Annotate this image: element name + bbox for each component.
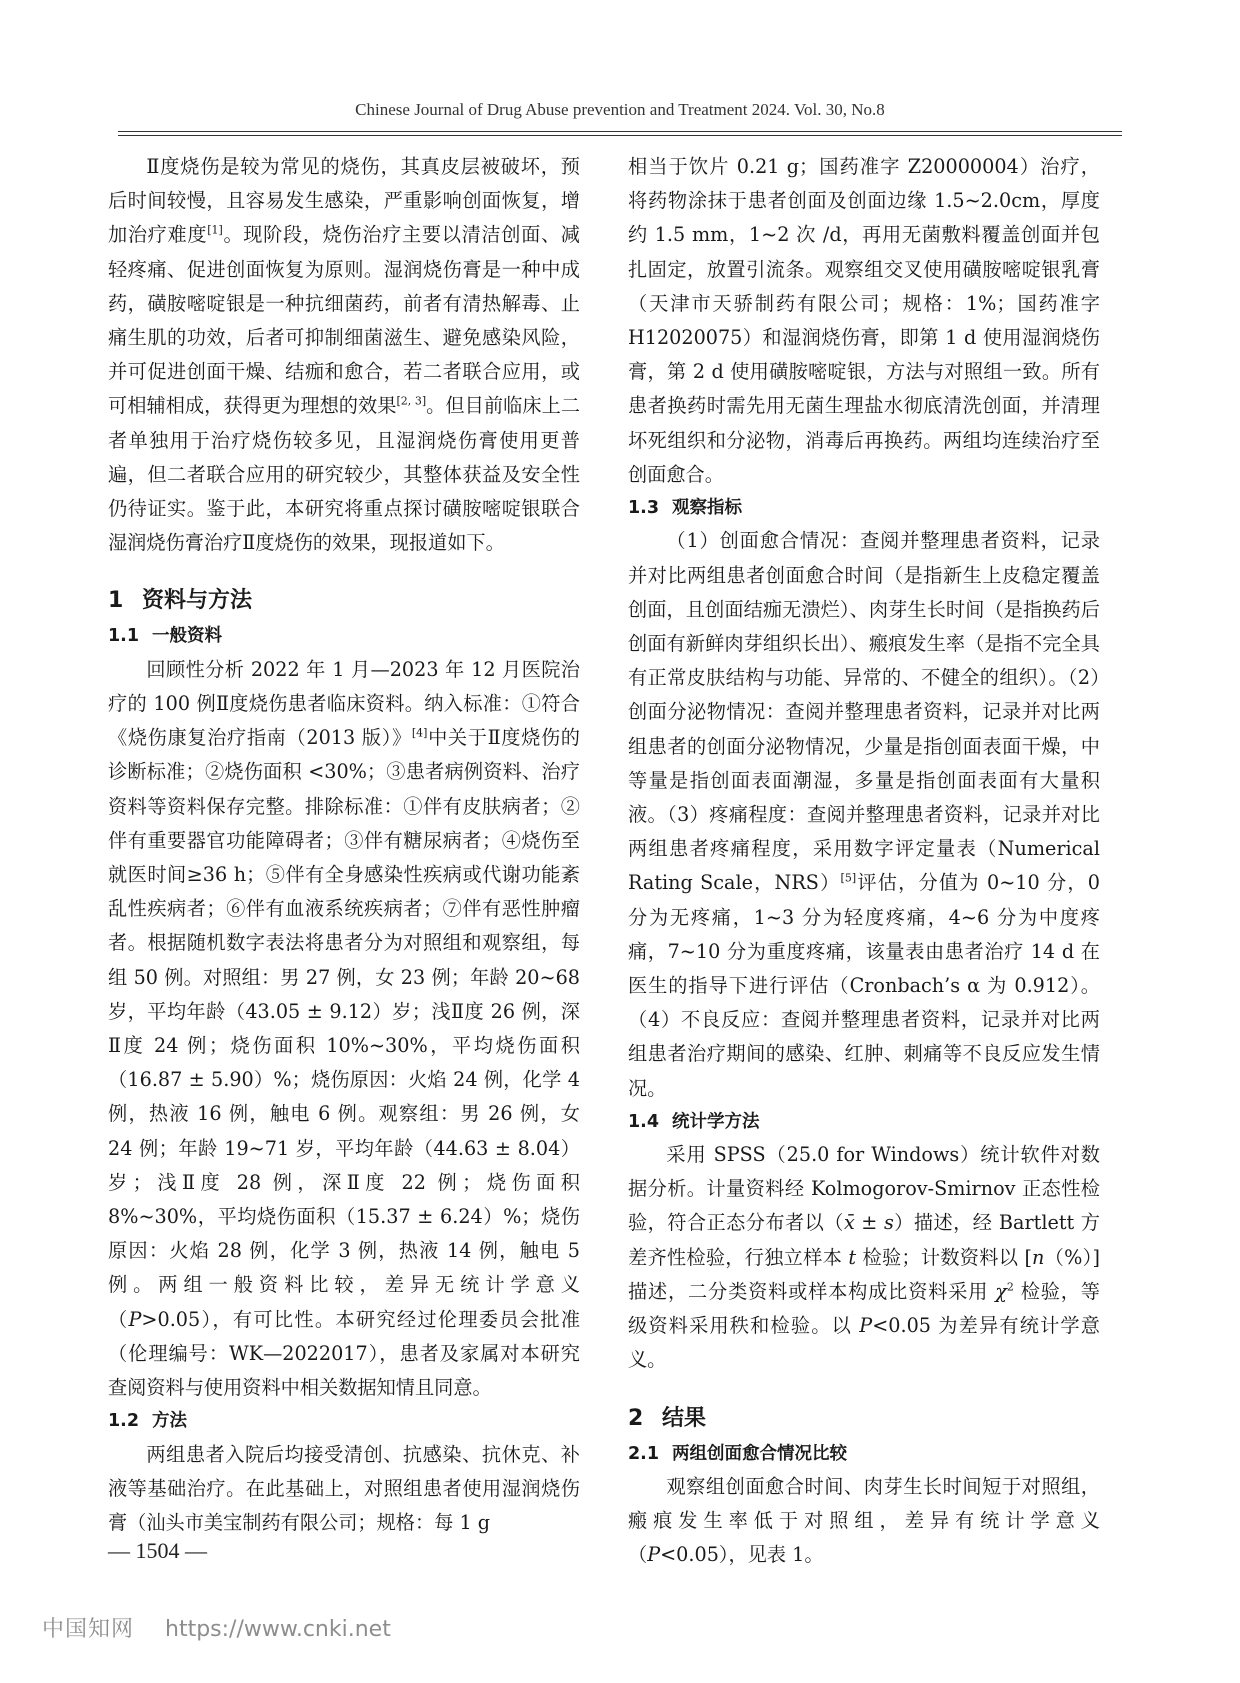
p-symbol: P — [647, 1543, 661, 1567]
section-title: 结果 — [662, 1405, 707, 1431]
citation-ref: [2, 3] — [396, 395, 427, 409]
t-symbol: t — [848, 1245, 857, 1269]
intro-paragraph — [108, 150, 580, 560]
p-symbol: P — [859, 1314, 873, 1338]
section-number: 2 — [628, 1405, 644, 1431]
subsection-number: 2.1 — [628, 1443, 660, 1464]
section-title: 资料与方法 — [142, 588, 253, 614]
body-text: （1）创面愈合情况：查阅并整理患者资料，记录并对比两组患者创面愈合时间（是指新生上皮稳定覆盖创面，且创面结痂无溃烂）、肉芽生长时间（是指换药后创面有新鲜肉芽组织长出）、瘢痕发生率（是指不完全具有正常皮肤结构与功能、异常的、不健全的组织）。（2）创面分泌物情况：查阅并整理患者资料，记录并对比两组患者的创面分泌物情况，少量是指创面表面干燥，中等量是指创面表面潮湿，多量是指创面表面有大量积液。（3）疼痛程度：查阅并整理患者资料，记录并对比两组患者疼痛程度，采用数字评定量表（Numerical Rating Scale，NRS） — [628, 529, 1100, 895]
plus-minus: ± — [854, 1211, 884, 1235]
body-text: 相当于饮片 0.21 g；国药准字 Z20000004）治疗，将药物涂抹于患者创面及创面边缘 1.5~2.0cm，厚度约 1.5 mm，1~2 次 /d，再用无菌敷料覆盖创面并包扎固定，放置引流条。观察组交叉使用磺胺嘧啶银乳膏（天津市天骄制药有限公司；规格：1%；国药准字 H12020075）和湿润烧伤膏，即第 1 d 使用湿润烧伤膏，第 2 d 使用磺胺嘧啶银，方法与对照组一致。所有患者换药时需先用无菌生理盐水彻底清洗创面，并清理坏死组织和分泌物，消毒后再换药。两组均连续治疗至创面愈合。 — [628, 155, 1100, 486]
intro-text-3: 。但目前临床上二者单独用于治疗烧伤较多见，且湿润烧伤膏使用更普遍，但二者联合应用的研究较少，其整体获益及安全性仍待证实。鉴于此，本研究将重点探讨磺胺嘧啶银联合湿润烧伤膏治疗Ⅱ度烧伤的效果，现报道如下。 — [108, 394, 581, 555]
citation-ref: [1] — [207, 224, 223, 238]
citation-ref: [4] — [411, 726, 428, 740]
chi-superscript: 2 — [1006, 1280, 1014, 1294]
intro-text-2: 。现阶段，烧伤治疗主要以清洁创面、减轻疼痛、促进创面恢复为原则。湿润烧伤膏是一种中成药，磺胺嘧啶银是一种抗细菌药，前者有清热解毒、止痛生肌的功效，后者可抑制细菌滋生、避免感染风险，并可促进创面干燥、结痂和愈合，若二者联合应用，或可相辅相成，获得更为理想的效果 — [108, 223, 580, 418]
left-column — [108, 150, 580, 1540]
body-text: 观察组创面愈合时间、肉芽生长时间短于对照组，瘢痕发生率低于对照组，差异有统计学意义（ — [628, 1474, 1100, 1567]
subsection-number: 1.4 — [628, 1111, 660, 1132]
subsection-title: 统计学方法 — [672, 1111, 760, 1132]
subsection-heading — [628, 1106, 1100, 1138]
method-paragraph-continued — [628, 150, 1100, 492]
header-rule-thick — [118, 131, 1122, 132]
body-text: 中关于Ⅱ度烧伤的诊断标准；②烧伤面积 <30%；③患者病例资料、治疗资料等资料保存完整。排除标准：①伴有皮肤病者；②伴有重要器官功能障碍者；③伴有糖尿病者；④烧伤至就医时间≥36 h；⑤伴有全身感染性疾病或代谢功能紊乱性疾病者；⑥伴有血液系统疾病者；⑦伴有恶性肿瘤者。根据随机数字表法将患者分为对照组和观察组，每组 50 例。对照组：男 27 例，女 23 例；年龄 20~68 岁，平均年龄（43.05 ± 9.12）岁；浅Ⅱ度 26 例，深Ⅱ度 24 例；烧伤面积 10%~30%，平均烧伤面积（16.87 ± 5.90）%；烧伤原因：火焰 24 例，化学 4 例，热液 16 例，触电 6 例。观察组：男 26 例，女 24 例；年龄 19~71 岁，平均年龄（44.63 ± 8.04）岁；浅Ⅱ度 28 例，深Ⅱ度 22 例；烧伤面积 8%~30%，平均烧伤面积（15.37 ± 6.24）%；烧伤原因：火焰 28 例，化学 3 例，热液 14 例，触电 5 例。两组一般资料比较，差异无统计学意义（ — [108, 726, 580, 1331]
method-paragraph — [108, 1438, 580, 1541]
subsection-title: 两组创面愈合情况比较 — [672, 1443, 847, 1464]
subsection-heading — [108, 620, 580, 652]
section-number: 1 — [108, 588, 124, 614]
body-text: 评估，分值为 0~10 分，0 分为无疼痛，1~3 分为轻度疼痛，4~6 分为中度疼痛，7~10 分为重度疼痛，该量表由患者治疗 14 d 在医生的指导下进行评估（Cronbach’s α 为 0.912）。（4）不良反应：查阅并整理患者资料，记录并对比两组患者治疗期间的感染、红肿、刺痛等不良反应发生情况。 — [628, 871, 1100, 1100]
mean-symbol: x̄ — [843, 1211, 855, 1235]
body-text: <0.05），见表 1。 — [660, 1543, 824, 1567]
section-heading — [628, 1401, 1100, 1437]
body-text: 回顾性分析 2022 年 1 月—2023 年 12 月医院治疗的 100 例Ⅱ度烧伤患者临床资料。纳入标准：①符合《烧伤康复治疗指南（2013 版）》 — [108, 657, 580, 750]
chi-symbol: χ — [995, 1279, 1007, 1303]
subsection-title: 方法 — [152, 1411, 187, 1432]
subsection-heading — [108, 1405, 580, 1437]
body-text: <0.05 为差异有统计学意义。 — [628, 1314, 1100, 1372]
journal-header: Chinese Journal of Drug Abuse prevention and Treatment 2024. Vol. 30, No.8 — [355, 100, 885, 119]
header-rule-thin — [118, 135, 1122, 136]
result-paragraph — [628, 1470, 1100, 1573]
intro-text-1: Ⅱ度烧伤是较为常见的烧伤，其真皮层被破坏，预后时间较慢，且容易发生感染，严重影响创面恢复，增加治疗难度 — [108, 155, 580, 247]
body-text: 两组患者入院后均接受清创、抗感染、抗休克、补液等基础治疗。在此基础上，对照组患者使用湿润烧伤膏（汕头市美宝制药有限公司；规格：每 1 g — [108, 1442, 580, 1534]
statistics-paragraph — [628, 1138, 1100, 1377]
subsection-title: 一般资料 — [152, 626, 222, 647]
section-heading — [108, 583, 580, 619]
body-text: 检验；计数资料以 [ — [856, 1245, 1033, 1269]
citation-ref: [5] — [840, 871, 857, 885]
sd-symbol: s — [883, 1211, 894, 1235]
subsection-heading — [628, 1438, 1100, 1470]
body-text: 采用 SPSS（25.0 for Windows）统计软件对数据分析。计量资料经 Kolmogorov-Smirnov 正态性检验，符合正态分布者以（ — [628, 1143, 1100, 1235]
subsection-number: 1.3 — [628, 498, 660, 519]
footer-watermark — [42, 1612, 391, 1643]
page-number: — 1504 — — [108, 1538, 207, 1563]
right-column — [628, 150, 1100, 1572]
p-symbol: P — [128, 1307, 142, 1331]
general-info-paragraph — [108, 653, 580, 1405]
body-text: （%）] 描述，二分类资料或样本构成比资料采用 — [628, 1245, 1100, 1303]
n-symbol: n — [1032, 1245, 1045, 1269]
subsection-number: 1.1 — [108, 626, 140, 647]
body-text: ）描述，经 Bartlett 方差齐性检验，行独立样本 — [628, 1211, 1100, 1269]
cnki-logo-text: 中国知网 — [42, 1617, 135, 1642]
subsection-heading — [628, 492, 1100, 524]
subsection-number: 1.2 — [108, 1411, 140, 1432]
subsection-title: 观察指标 — [672, 498, 742, 519]
observation-paragraph — [628, 524, 1100, 1105]
body-text: >0.05），有可比性。本研究经过伦理委员会批准（伦理编号：WK—2022017），患者及家属对本研究查阅资料与使用资料中相关数据知情且同意。 — [108, 1307, 581, 1399]
cnki-url: https://www.cnki.net — [165, 1617, 391, 1642]
body-text: 检验，等级资料采用秩和检验。以 — [628, 1279, 1100, 1338]
